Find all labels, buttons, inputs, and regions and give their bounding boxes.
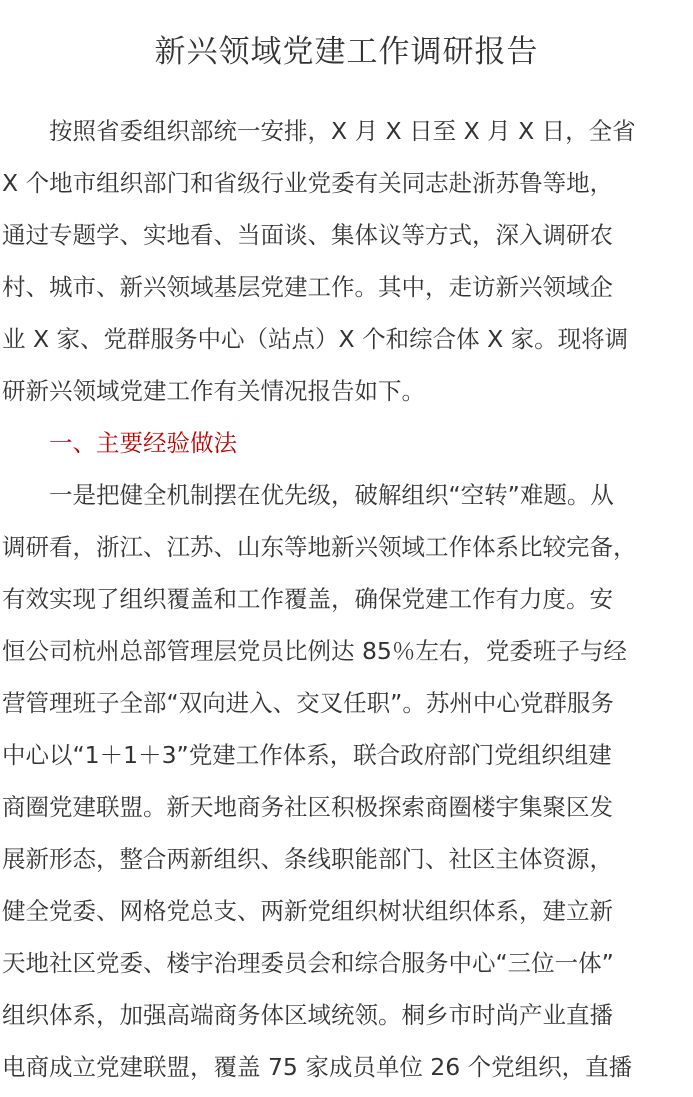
paragraph-line: 一是把健全机制摆在优先级，破解组织“空转”难题。从 [2,481,614,509]
paragraph-line: 按照省委组织部统一安排，X 月 X 日至 X 月 X 日，全省 [2,117,636,145]
document-title: 新兴领域党建工作调研报告 [154,34,539,70]
paragraph-line: 村、城市、新兴领域基层党建工作。其中，走访新兴领域企 [2,273,613,301]
paragraph-line: X 个地市组织部门和省级行业党委有关同志赴浙苏鲁等地， [2,169,614,197]
paragraph-line: 营管理班子全部“双向进入、交叉任职”。苏州中心党群服务 [2,689,614,717]
paragraph-line: 健全党委、网格党总支、两新党组织树状组织体系，建立新 [2,897,613,925]
paragraph-line: 展新形态，整合两新组织、条线职能部门、社区主体资源， [2,845,613,873]
section-heading: 一、主要经验做法 [2,429,237,457]
paragraph-line: 调研看，浙江、江苏、山东等地新兴领域工作体系比较完备， [2,533,637,561]
paragraph-line: 业 X 家、党群服务中心（站点）X 个和综合体 X 家。现将调 [2,325,629,353]
paragraph-line: 电商成立党建联盟，覆盖 75 家成员单位 26 个党组织，直播 [2,1053,633,1081]
paragraph-line: 研新兴领域党建工作有关情况报告如下。 [2,377,425,405]
paragraph-line: 有效实现了组织覆盖和工作覆盖，确保党建工作有力度。安 [2,585,613,613]
paragraph-line: 通过专题学、实地看、当面谈、集体议等方式，深入调研农 [2,221,613,249]
paragraph-line: 商圈党建联盟。新天地商务社区积极探索商圈楼宇集聚区发 [2,793,613,821]
paragraph-line: 天地社区党委、楼宇治理委员会和综合服务中心“三位一体” [2,949,614,977]
paragraph-line: 组织体系，加强高端商务体区域统领。桐乡市时尚产业直播 [2,1001,613,1029]
paragraph-line: 恒公司杭州总部管理层党员比例达 85％左右，党委班子与经 [2,637,627,665]
paragraph-line: 中心以“1＋1＋3”党建工作体系，联合政府部门党组织组建 [2,741,612,769]
